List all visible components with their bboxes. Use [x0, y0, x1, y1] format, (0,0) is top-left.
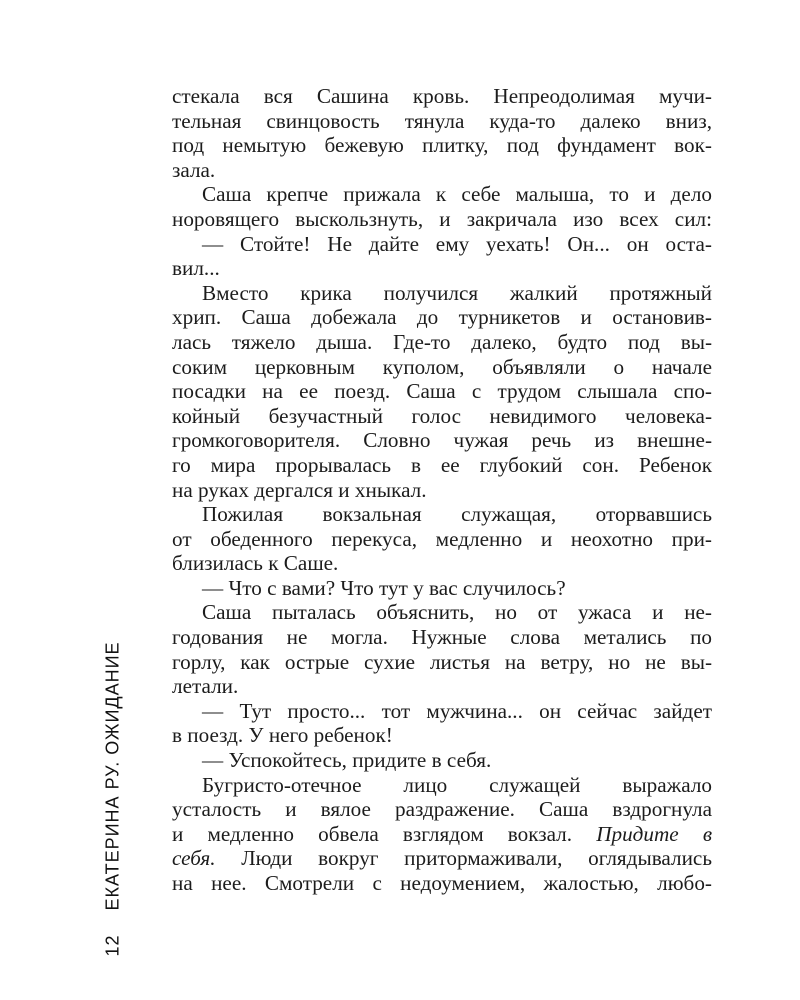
text-line: Бугристо-отечное лицо служащей выражало	[202, 772, 712, 797]
book-title: ЕКАТЕРИНА РУ. ОЖИДАНИЕ	[102, 641, 123, 911]
text-line: тельная свинцовость тянула куда-то далеко вниз,	[172, 108, 712, 133]
text-line: на руках дергался и хныкал.	[172, 477, 427, 502]
text-line: — Что с вами? Что тут у вас случилось?	[202, 575, 566, 600]
text-line: годования не могла. Нужные слова метались по	[172, 625, 712, 650]
text-line: Саша пыталась объяснить, но от ужаса и не-	[202, 600, 712, 625]
text-line: Вместо крика получился жалкий протяжный	[202, 280, 712, 305]
text-line: хрип. Саша добежала до турникетов и остановив-	[172, 305, 712, 330]
running-head	[98, 641, 128, 957]
text-line: Пожилая вокзальная служащая, оторвавшись	[202, 502, 712, 527]
text-fragment: и медленно обвела взглядом вокзал.	[172, 821, 573, 846]
running-head-text	[103, 641, 124, 956]
text-line: го мира прорывалась в ее глубокий сон. Ребенок	[172, 452, 712, 477]
body-text	[172, 84, 712, 896]
text-line: зала.	[172, 157, 216, 182]
text-line: усталость и вялое раздражение. Саша вздрогнула	[172, 797, 712, 822]
text-line: соким церковным куполом, объявляли о начале	[172, 354, 712, 379]
text-line: — Стойте! Не дайте ему уехать! Он... он оста-	[202, 231, 712, 256]
text-line: стекала вся Сашина кровь. Непреодолимая мучи-	[172, 84, 712, 108]
text-line: громкоговорителя. Словно чужая речь из внешне-	[172, 428, 712, 453]
text-line: норовящего выскользнуть, и закричала изо всех сил:	[172, 206, 712, 231]
text-line: близилась к Саше.	[172, 551, 339, 576]
italic-phrase: себя.	[172, 846, 216, 871]
text-line: — Успокойтесь, придите в себя.	[202, 748, 492, 773]
text-line: в поезд. У него ребенок!	[172, 723, 393, 748]
text-line: лась тяжело дыша. Где-то далеко, будто под вы-	[172, 329, 712, 354]
text-line: горлу, как острые сухие листья на ветру, но не вы-	[172, 649, 712, 674]
text-line: вил...	[172, 256, 220, 281]
text-line: летали.	[172, 674, 239, 699]
page-number: 12	[102, 934, 123, 957]
italic-phrase: Придите в	[596, 821, 713, 846]
text-line: Саша крепче прижала к себе малыша, то и дело	[202, 182, 712, 207]
text-fragment: Люди вокруг притормаживали, оглядывались	[241, 846, 712, 871]
text-line: — Тут просто... тот мужчина... он сейчас зайдет	[202, 698, 712, 723]
text-line: койный безучастный голос невидимого человека-	[172, 403, 712, 428]
text-line	[172, 822, 712, 847]
text-line: от обеденного перекуса, медленно и неохотно при-	[172, 526, 712, 551]
text-line	[172, 846, 712, 871]
text-line: посадки на ее поезд. Саша с трудом слышала спо-	[172, 379, 712, 404]
text-line: на нее. Смотрели с недоумением, жалостью, любо-	[172, 871, 712, 895]
text-line: под немытую бежевую плитку, под фундамент вок-	[172, 133, 712, 158]
